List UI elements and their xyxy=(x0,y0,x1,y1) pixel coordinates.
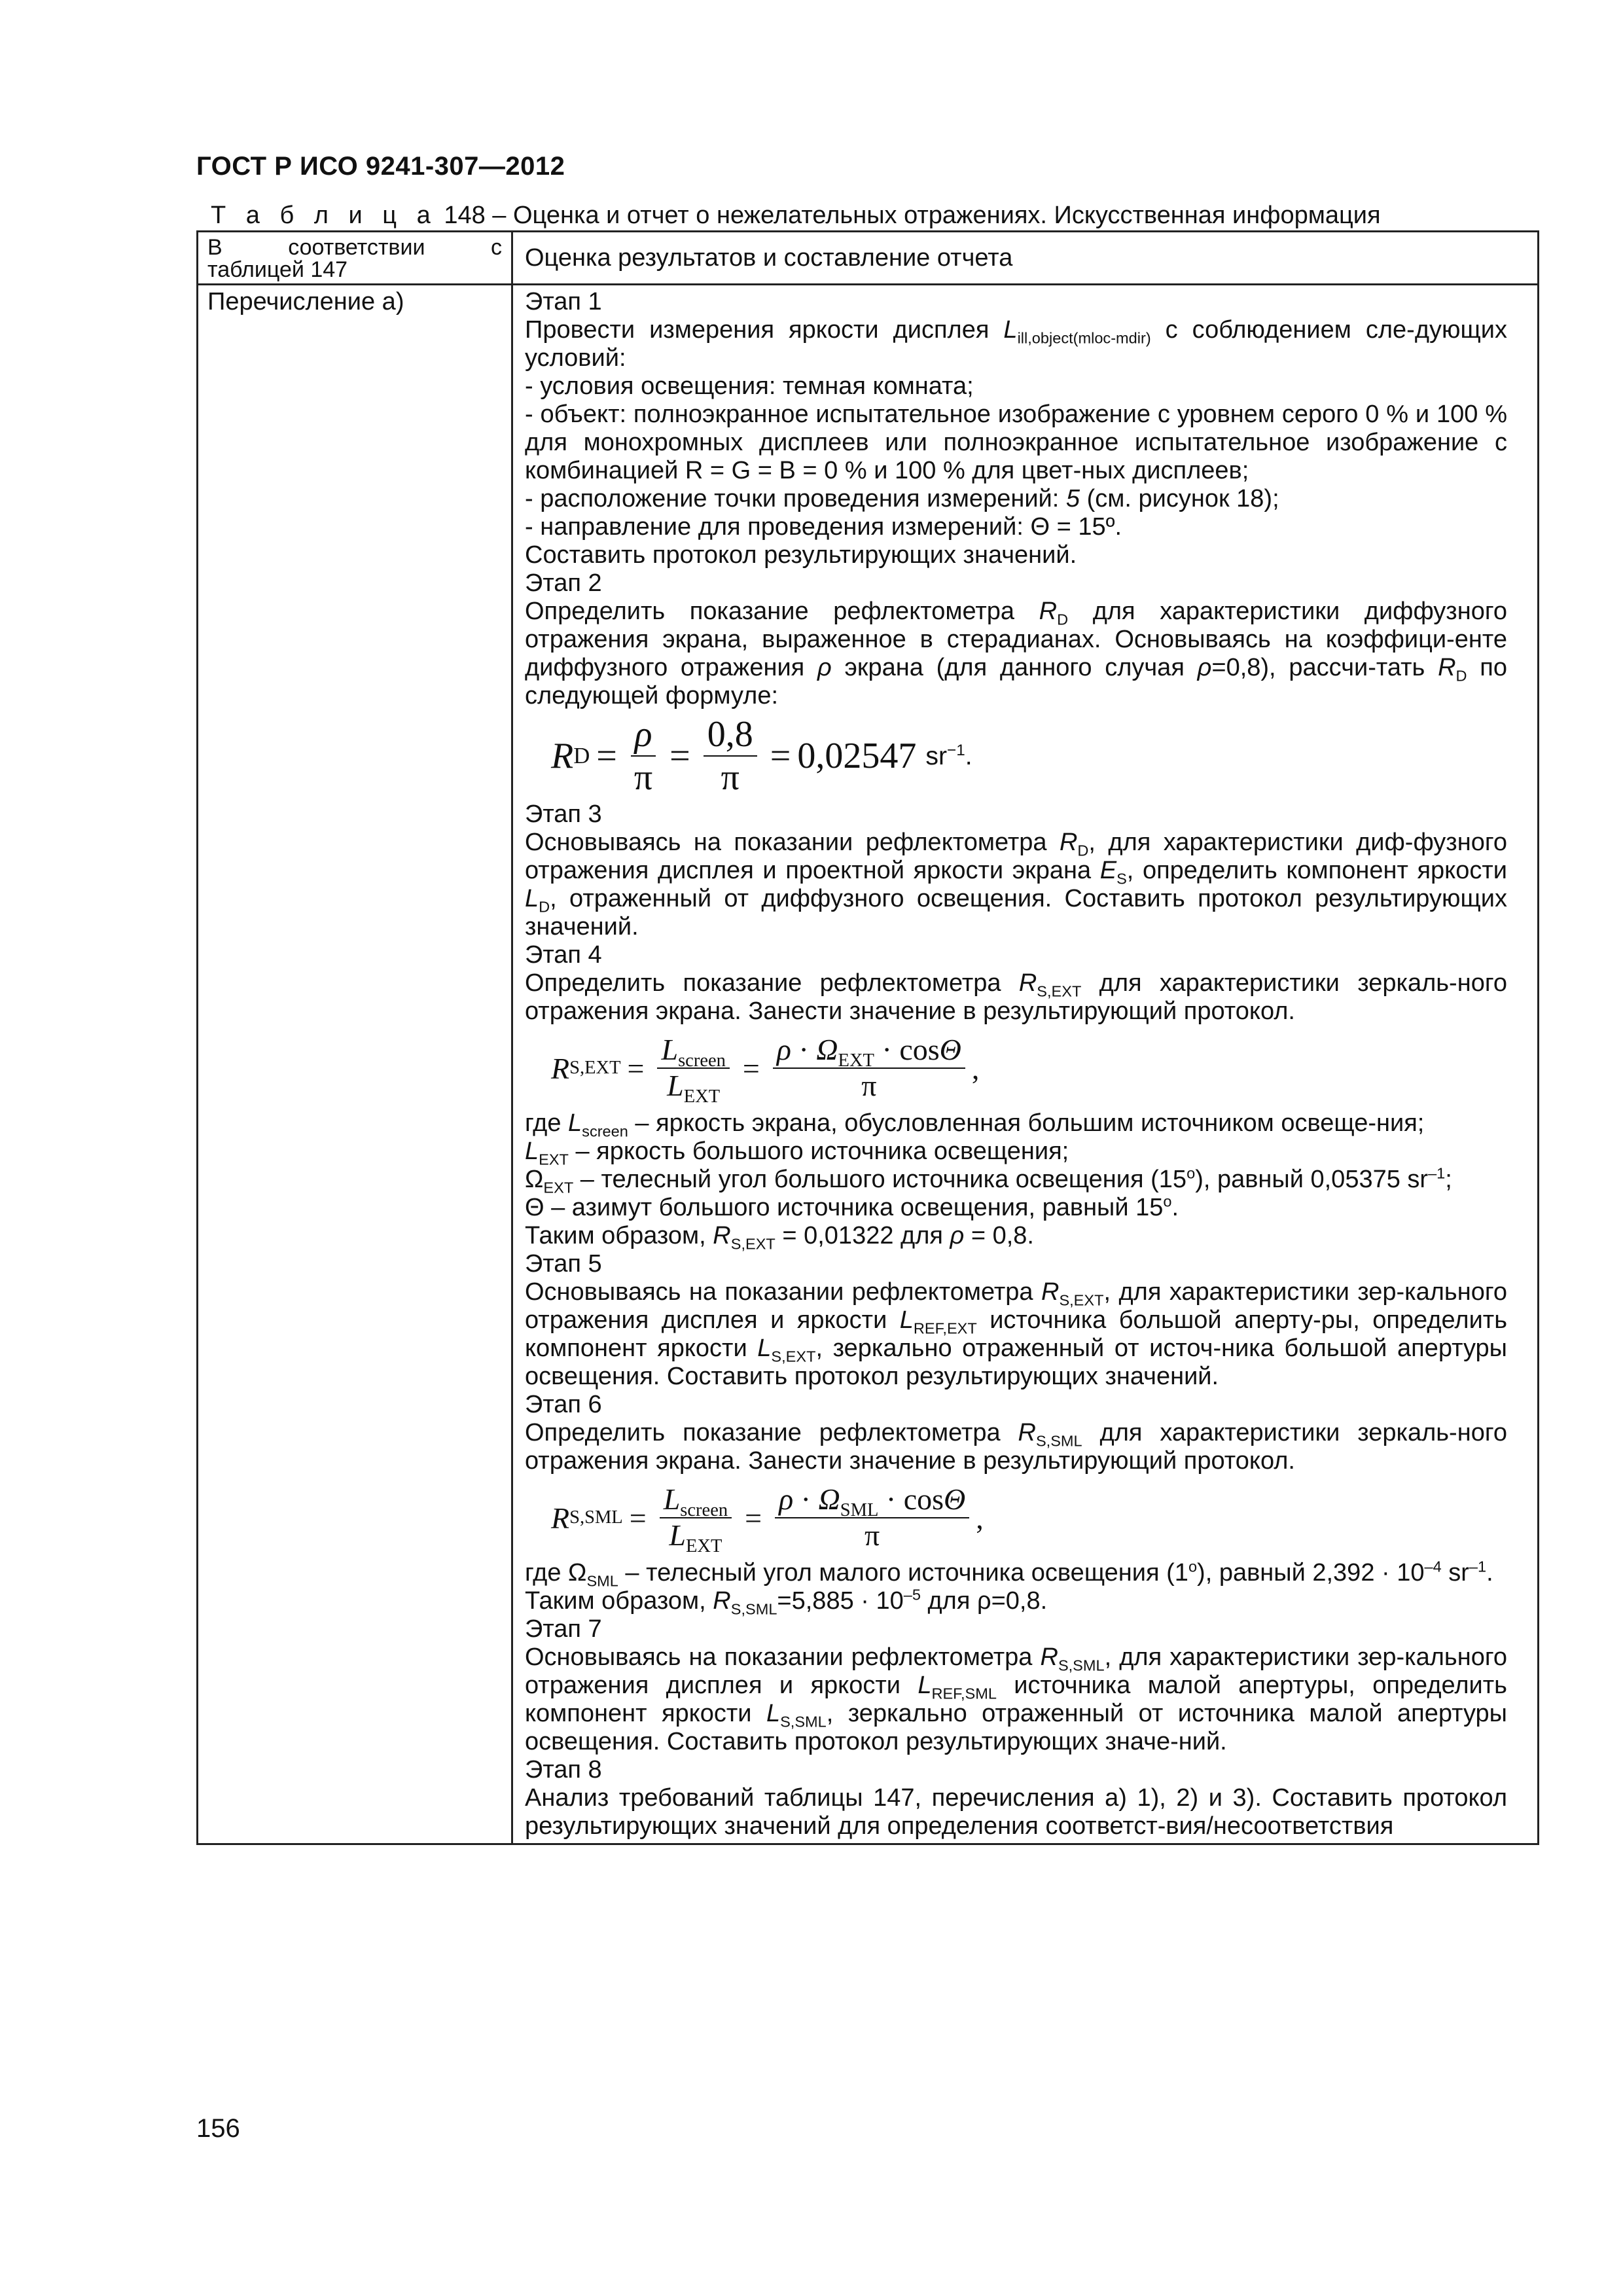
stage-1-paragraph: Провести измерения яркости дисплея $L_{ill,object(mloc-mdir)}$ с соблюдением сле-дующих условий: xyxy=(525,316,1507,372)
stage-6-title: Этап 6 xyxy=(525,1391,602,1418)
row-label-cell: Перечисление а) xyxy=(198,285,512,1844)
table-row xyxy=(198,285,1539,1844)
stage-7-title: Этап 7 xyxy=(525,1615,602,1643)
stage-1-condition-object: - объект: полноэкранное испытательное изображение с уровнем серого 0 % и 100 % для монохромных дисплеев или полноэкранное испытательное изображение с комбинацией R = G = B = 0 % и 100 % для цвет-ных дисплеев; xyxy=(525,401,1507,484)
stage-3-paragraph: Основываясь на показании рефлектометра $R_D$, для характеристики диф-фузного отражения дисплея и проектной яркости экрана $E_S$, определить компонент яркости $L_D$, отраженный от диффузного освещения. Составить протокол результирующих значений. xyxy=(525,829,1507,941)
row-content-cell xyxy=(512,285,1539,1844)
stage-4-where-lext: $L_{EXT}$ – яркость большого источника освещения; xyxy=(525,1138,1069,1168)
stage-1-condition-location: - расположение точки проведения измерений: 5 (см. рисунок 18); xyxy=(525,485,1279,512)
stage-5-title: Этап 5 xyxy=(525,1250,602,1278)
table-caption-text: 148 – Оценка и отчет о нежелательных отражениях. Искусственная информация xyxy=(444,202,1381,229)
stage-1-report: Составить протокол результирующих значений. xyxy=(525,541,1077,569)
stage-4-title: Этап 4 xyxy=(525,941,602,969)
stage-4-result: Таким образом, $R_{S,EXT} = 0,01322$ для ρ = 0,8. xyxy=(525,1222,1034,1253)
formula-rs-sml: R S,SML = $\frac{L_{screen}}{L_{EXT}}$ = $\frac{\rho \cdot \Omega_{SML} \cdot \cos\Theta}{\pi}$ , xyxy=(551,1482,984,1557)
stage-4-where-theta: Θ – азимут большого источника освещения, равный 15$^o$. xyxy=(525,1193,1179,1221)
stage-8-paragraph: Анализ требований таблицы 147, перечисления а) 1), 2) и 3). Составить протокол результирующих значений для определения соответст-вия/несоответствия xyxy=(525,1784,1507,1840)
stage-2-paragraph: Определить показание рефлектометра $R_D$ для характеристики диффузного отражения экрана, выраженное в стерадианах. Основываясь на коэффици-енте диффузного отражения ρ экрана (для данного случая ρ=0,8), рассчи-тать $R_D$ по следующей формуле: xyxy=(525,598,1507,709)
formula-rs-ext: R S,EXT = $\frac{L_{screen}}{L_{EXT}}$ = $\frac{\rho \cdot \Omega_{EXT} \cdot \cos\Theta}{\pi}$ , xyxy=(551,1033,980,1107)
stage-6-paragraph: Определить показание рефлектометра $R_{S,SML}$ для характеристики зеркаль-ного отражения экрана. Занести значение в результирующий протокол. xyxy=(525,1419,1507,1475)
stage-1-title: Этап 1 xyxy=(525,288,602,315)
document-header: ГОСТ Р ИСО 9241-307—2012 xyxy=(196,152,565,181)
stage-1-condition-direction: - направление для проведения измерений: Θ = 15º. xyxy=(525,513,1122,541)
stage-3-title: Этап 3 xyxy=(525,800,602,828)
stage-6-where-omega: где $\Omega_{SML}$ – телесный угол малого источника освещения (1$^o$), равный $2,392 \cdot 10^{-4}$ $sr^{-1}$. xyxy=(525,1558,1493,1590)
page-number: 156 xyxy=(196,2114,240,2143)
stage-4-paragraph: Определить показание рефлектометра $R_{S,EXT}$ для характеристики зеркаль-ного отражения экрана. Занести значение в результирующий протокол. xyxy=(525,969,1507,1025)
stage-8-title: Этап 8 xyxy=(525,1756,602,1784)
evaluation-table xyxy=(196,230,1539,1845)
table-caption-label: Т а б л и ц а xyxy=(211,202,437,229)
stage-7-paragraph: Основываясь на показании рефлектометра $R_{S,SML}$, для характеристики зер-кального отражения дисплея и яркости $L_{REF,SML}$ источника малой апертуры, определить компонент яркости $L_{S,SML}$, зеркально отраженный от источника малой апертуры освещения. Составить протокол результирующих значе-ний. xyxy=(525,1643,1507,1755)
stage-5-paragraph: Основываясь на показании рефлектометра $R_{S,EXT}$, для характеристики зер-кального отражения дисплея и яркости $L_{REF,EXT}$ источника большой аперту-ры, определить компонент яркости $L_{S,EXT}$, зеркально отраженный от источ-ника большой апертуры освещения. Составить протокол результирующих значений. xyxy=(525,1278,1507,1390)
stage-6-result: Таким образом, $R_{S,SML}=5,885 \cdot 10^{-5}$ для ρ=0,8. xyxy=(525,1586,1048,1618)
stage-1-condition-lighting: - условия освещения: темная комната; xyxy=(525,372,974,400)
table-caption xyxy=(211,202,1381,230)
formula-rd: R D = $\frac{\rho}{\pi}$ = $\frac{0,8}{\pi}$ = 0,02547 $sr^{-1}$. xyxy=(551,713,972,798)
table-header-row xyxy=(198,232,1539,285)
header-cell-reference: В соответствии с таблицей 147 xyxy=(198,232,512,285)
stage-4-where-lscreen: где $L_{screen}$ – яркость экрана, обусловленная большим источником освеще-ния; xyxy=(525,1109,1425,1140)
stage-4-where-omega: $\Omega_{EXT}$ – телесный угол большого источника освещения (15$^o$), равный 0,05375 $sr^{-1}$; xyxy=(525,1164,1452,1196)
stage-2-title: Этап 2 xyxy=(525,569,602,597)
header-cell-evaluation: Оценка результатов и составление отчета xyxy=(512,232,1539,285)
